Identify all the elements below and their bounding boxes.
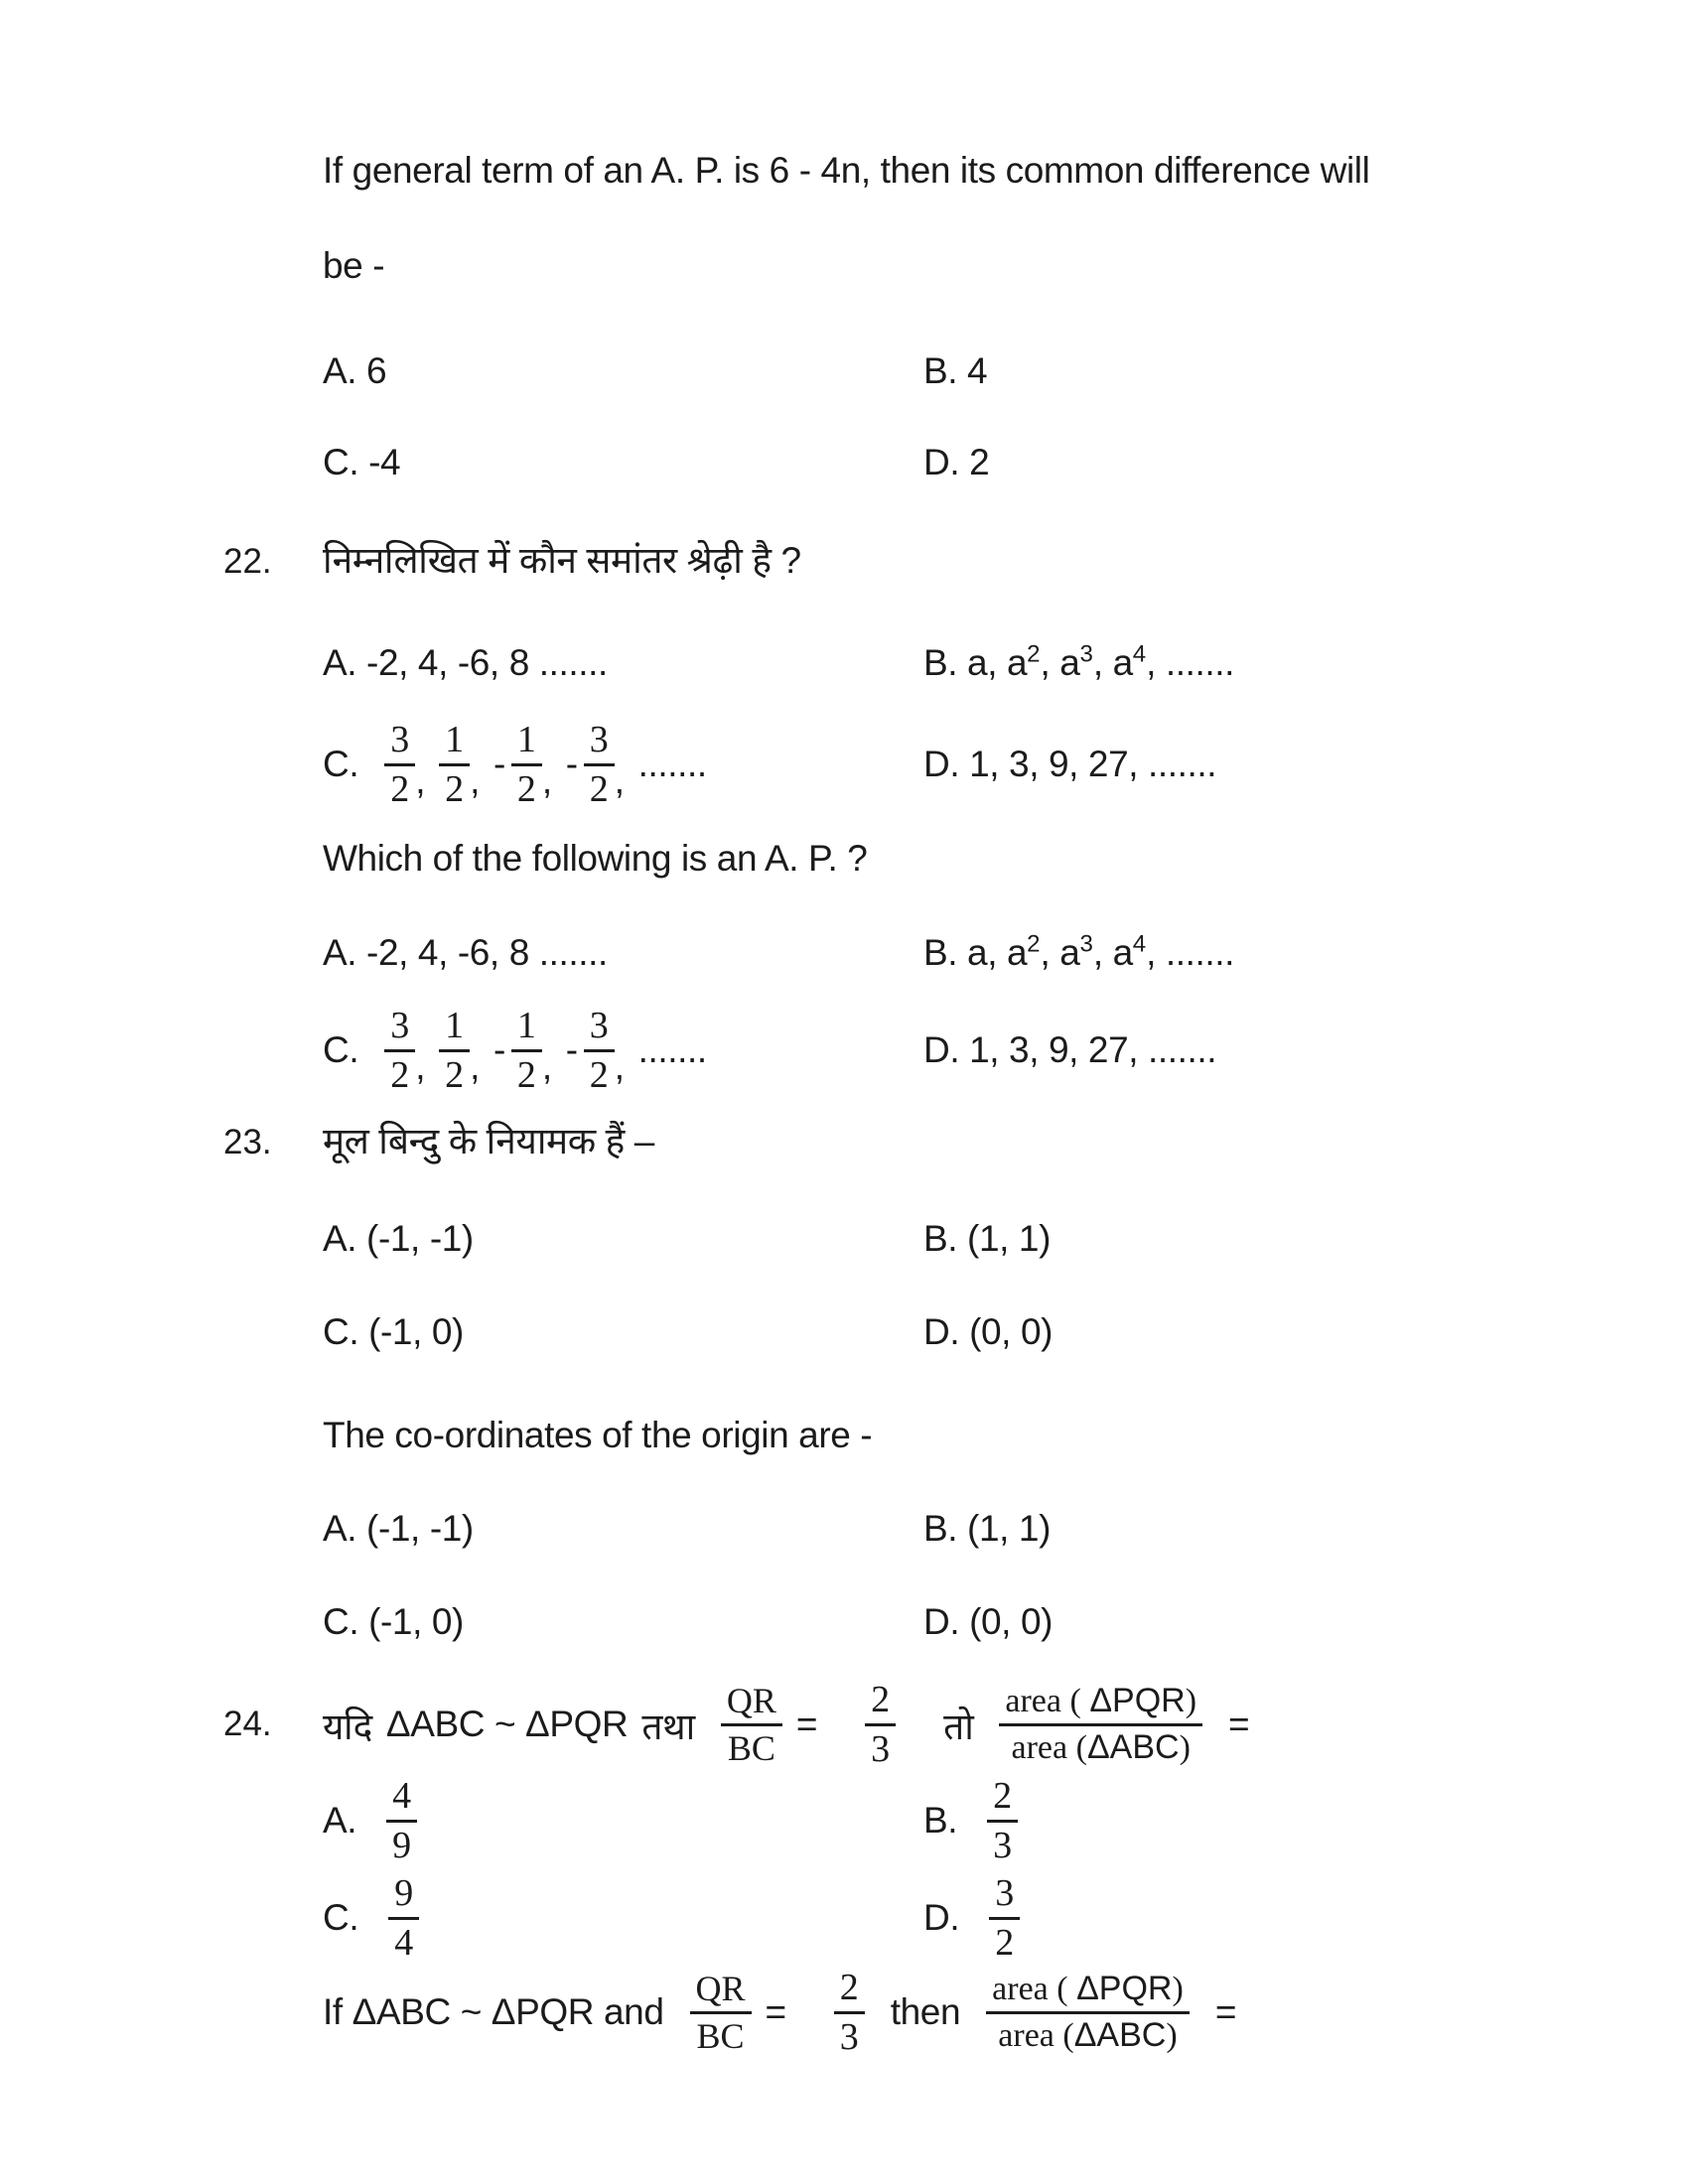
q23-number: 23.: [223, 1123, 272, 1161]
q24-english-pre: If ΔABC ~ ΔPQR and: [323, 1991, 664, 2032]
q24-hindi-mid: तथा: [641, 1706, 695, 1747]
fraction: 3 2: [584, 719, 615, 810]
q23-option-a-en: A. (-1, -1): [323, 1508, 474, 1549]
q23-option-b: B. (1, 1): [923, 1218, 1051, 1259]
fraction-2-3: $\frac{2}{3}$: [834, 1967, 865, 2058]
q22-option-c-label: C.: [323, 744, 359, 784]
fraction: 1 2: [439, 719, 470, 810]
q22-option-d: D. 1, 3, 9, 27, .......: [923, 744, 1217, 784]
q23-option-d: D. (0, 0): [923, 1311, 1054, 1352]
q24-english-mid: then: [890, 1991, 961, 2032]
q22-option-a-en: A. -2, 4, -6, 8 .......: [323, 932, 608, 973]
q22-option-c: C. 3 2 , 1 2 , - 1 2 , - 3 2 , .......: [323, 718, 707, 810]
q24-hindi-pre: यदि: [323, 1706, 372, 1747]
q24-option-c: C. 9 4: [323, 1866, 419, 1970]
q23-option-d-en: D. (0, 0): [923, 1601, 1054, 1642]
q23-option-b-en: B. (1, 1): [923, 1508, 1051, 1549]
q22-option-c-en: C. 3 2 , 1 2 , - 1 2 , - 3 2 , .......: [323, 1004, 707, 1096]
fraction: 2 3: [987, 1775, 1018, 1866]
q21-option-b: B. 4: [923, 350, 988, 391]
q21-text-line1: If general term of an A. P. is 6 - 4n, then its common difference will: [323, 150, 1370, 191]
fraction: 3 2: [384, 719, 415, 810]
q24-heading-hindi: 24. यदि ΔABC ~ ΔPQR तथा $\frac{QR}{BC}$ = $\frac{2}{3}$ तो area ( ΔPQR) area (ΔABC) =: [223, 1678, 1250, 1770]
q23-option-c-en: C. (-1, 0): [323, 1601, 464, 1642]
q22-text-hindi: निम्नलिखित में कौन समांतर श्रेढ़ी है ?: [323, 540, 801, 581]
q23-option-c: C. (-1, 0): [323, 1311, 464, 1352]
q22-option-a: A. -2, 4, -6, 8 .......: [323, 642, 608, 683]
q22-option-b-en: B. a, $a^2$, $a^3$, $a^4$, .......: [923, 930, 1235, 973]
fraction: 1 2: [511, 719, 542, 810]
q21-option-d: D. 2: [923, 442, 990, 482]
fraction-area-ratio: area ( ΔPQR) area (ΔABC): [999, 1682, 1202, 1766]
fraction: 3 2: [384, 1005, 415, 1096]
q22-number: 22.: [223, 542, 272, 581]
q23-option-a: A. (-1, -1): [323, 1218, 474, 1259]
q24-option-d: D. 3 2: [923, 1866, 1020, 1970]
fraction: 1 2: [511, 1005, 542, 1096]
fraction: 1 2: [439, 1005, 470, 1096]
q24-number: 24.: [223, 1705, 272, 1743]
q23-heading-hindi: [223, 1120, 654, 1163]
q21-option-c: C. -4: [323, 442, 401, 482]
q24-option-b: B. 2 3: [923, 1769, 1018, 1872]
fraction: 9 4: [388, 1872, 419, 1964]
fraction-qr-bc: $\frac{QR}{BC}$: [690, 1969, 752, 2056]
q24-hindi-post: तो: [943, 1706, 974, 1747]
q24-math-similar: ΔABC ~ ΔPQR: [385, 1704, 629, 1744]
fraction-area-ratio: area ( ΔPQR) area (ΔABC): [986, 1970, 1190, 2054]
q23-text-hindi: मूल बिन्दु के नियामक हैं –: [323, 1121, 654, 1161]
q22-option-c-label: C.: [323, 1029, 359, 1070]
q22-text-english: Which of the following is an A. P. ?: [323, 838, 868, 879]
q22-option-b: B. a, $a^2$, $a^3$, $a^4$, .......: [923, 640, 1235, 683]
fraction: 3 2: [989, 1872, 1020, 1964]
fraction-2-3: $\frac{2}{3}$: [865, 1679, 896, 1770]
q24-option-a: A. 4 9: [323, 1769, 417, 1872]
q24-text-english: If ΔABC ~ ΔPQR and $\frac{QR}{BC}$ = $\frac{2}{3}$ then area ( ΔPQR) area (ΔABC) =: [323, 1966, 1237, 2058]
q22-heading-hindi: [223, 539, 801, 583]
q21-text-line2: be -: [323, 245, 385, 286]
q21-option-a: A. 6: [323, 350, 387, 391]
fraction: 4 9: [386, 1775, 417, 1866]
fraction: 3 2: [584, 1005, 615, 1096]
q23-text-english: The co-ordinates of the origin are -: [323, 1415, 873, 1455]
fraction-qr-bc: $\frac{QR}{BC}$: [721, 1681, 782, 1768]
q22-option-d-en: D. 1, 3, 9, 27, .......: [923, 1029, 1217, 1070]
